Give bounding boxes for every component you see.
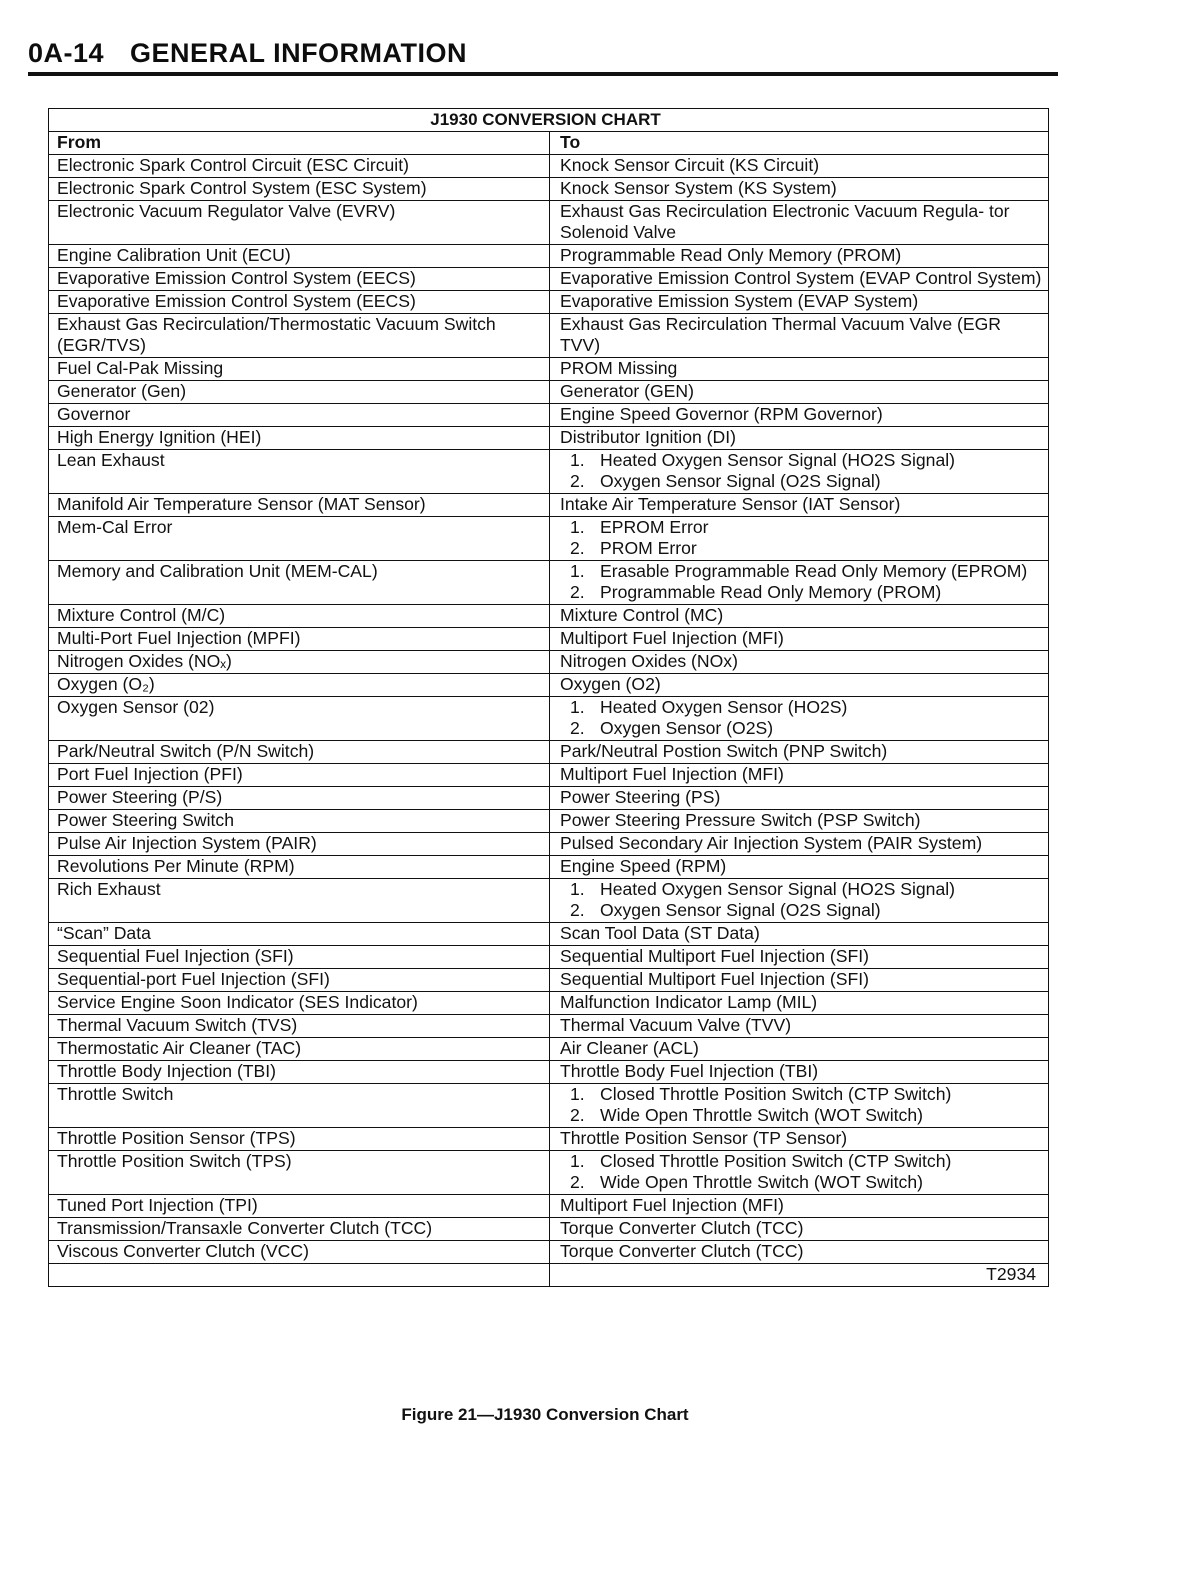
to-item <box>560 178 1042 199</box>
from-cell: Oxygen Sensor (02) <box>49 697 550 741</box>
to-item-text: Evaporative Emission Control System (EVAP Control System) <box>560 268 1042 288</box>
to-item <box>560 1241 1042 1262</box>
to-item <box>560 291 1042 312</box>
to-item-text: Oxygen (O2) <box>560 674 661 694</box>
to-item <box>560 900 1042 921</box>
from-cell: Mem-Cal Error <box>49 517 550 561</box>
table-row <box>49 517 1049 561</box>
to-item-text: Throttle Position Sensor (TP Sensor) <box>560 1128 848 1148</box>
to-item <box>560 992 1042 1013</box>
conversion-table <box>48 108 1049 1287</box>
table-row <box>49 404 1049 427</box>
to-cell <box>550 1128 1049 1151</box>
to-item-text: EPROM Error <box>600 517 709 537</box>
to-cell <box>550 628 1049 651</box>
to-item-text: Distributor Ignition (DI) <box>560 427 736 447</box>
to-item-text: Wide Open Throttle Switch (WOT Switch) <box>600 1172 923 1192</box>
table-row <box>49 155 1049 178</box>
item-number: 2. <box>570 718 585 738</box>
to-cell <box>550 517 1049 561</box>
to-item-text: Torque Converter Clutch (TCC) <box>560 1218 804 1238</box>
to-cell <box>550 201 1049 245</box>
table-row <box>49 1195 1049 1218</box>
to-item <box>560 1038 1042 1059</box>
to-item <box>560 201 1042 243</box>
to-item-text: Throttle Body Fuel Injection (TBI) <box>560 1061 819 1081</box>
to-item-text: Pulsed Secondary Air Injection System (PAIR System) <box>560 833 983 853</box>
to-item-text: Thermal Vacuum Valve (TVV) <box>560 1015 792 1035</box>
to-cell <box>550 450 1049 494</box>
footer-empty-cell <box>49 1264 550 1287</box>
to-item-text: Intake Air Temperature Sensor (IAT Sensor) <box>560 494 901 514</box>
table-row <box>49 1151 1049 1195</box>
to-cell <box>550 992 1049 1015</box>
to-cell <box>550 856 1049 879</box>
to-item-text: Power Steering (PS) <box>560 787 721 807</box>
to-item-text: Multiport Fuel Injection (MFI) <box>560 764 784 784</box>
table-row <box>49 381 1049 404</box>
to-item <box>560 697 1042 718</box>
from-cell: Service Engine Soon Indicator (SES Indicator) <box>49 992 550 1015</box>
to-cell <box>550 674 1049 697</box>
page-header <box>28 38 1058 69</box>
item-number: 2. <box>570 582 585 602</box>
to-item-text: Heated Oxygen Sensor (HO2S) <box>600 697 848 717</box>
to-cell <box>550 268 1049 291</box>
to-item <box>560 628 1042 649</box>
to-item-text: Air Cleaner (ACL) <box>560 1038 699 1058</box>
table-row <box>49 764 1049 787</box>
table-header-row <box>49 132 1049 155</box>
to-item <box>560 471 1042 492</box>
from-cell: Manifold Air Temperature Sensor (MAT Sensor) <box>49 494 550 517</box>
item-number: 1. <box>570 879 585 899</box>
from-cell: Throttle Position Switch (TPS) <box>49 1151 550 1195</box>
to-item <box>560 651 1042 672</box>
table-row <box>49 787 1049 810</box>
table-footer-row <box>49 1264 1049 1287</box>
to-cell <box>550 605 1049 628</box>
page-title: GENERAL INFORMATION <box>130 38 468 68</box>
to-item-text: Generator (GEN) <box>560 381 694 401</box>
table-row <box>49 628 1049 651</box>
to-item-text: Oxygen Sensor Signal (O2S Signal) <box>600 900 881 920</box>
table-row <box>49 561 1049 605</box>
from-cell: Fuel Cal-Pak Missing <box>49 358 550 381</box>
to-item <box>560 561 1042 582</box>
from-cell: Park/Neutral Switch (P/N Switch) <box>49 741 550 764</box>
to-item-text: Mixture Control (MC) <box>560 605 724 625</box>
from-cell: Rich Exhaust <box>49 879 550 923</box>
from-cell: Memory and Calibration Unit (MEM-CAL) <box>49 561 550 605</box>
to-cell <box>550 1038 1049 1061</box>
to-cell <box>550 833 1049 856</box>
to-item <box>560 245 1042 266</box>
to-column-header: To <box>550 132 1049 155</box>
to-item <box>560 358 1042 379</box>
to-item-text: Exhaust Gas Recirculation Electronic Vacuum Regula- tor Solenoid Valve <box>560 201 1010 242</box>
to-item <box>560 450 1042 471</box>
figure-code: T2934 <box>550 1264 1049 1287</box>
to-item-text: Programmable Read Only Memory (PROM) <box>560 245 902 265</box>
to-item-text: Closed Throttle Position Switch (CTP Switch) <box>600 1084 952 1104</box>
to-item <box>560 517 1042 538</box>
table-row <box>49 605 1049 628</box>
from-cell: Viscous Converter Clutch (VCC) <box>49 1241 550 1264</box>
to-item-text: Engine Speed (RPM) <box>560 856 727 876</box>
table-title: J1930 CONVERSION CHART <box>49 109 1049 132</box>
from-cell: Sequential Fuel Injection (SFI) <box>49 946 550 969</box>
item-number: 2. <box>570 538 585 558</box>
from-cell: Thermostatic Air Cleaner (TAC) <box>49 1038 550 1061</box>
to-item-text: PROM Missing <box>560 358 678 378</box>
table-row <box>49 1084 1049 1128</box>
to-item <box>560 1218 1042 1239</box>
table-row <box>49 291 1049 314</box>
from-cell: Electronic Spark Control System (ESC System) <box>49 178 550 201</box>
to-cell <box>550 314 1049 358</box>
table-row <box>49 697 1049 741</box>
to-cell <box>550 1195 1049 1218</box>
from-cell: Throttle Switch <box>49 1084 550 1128</box>
to-cell <box>550 1218 1049 1241</box>
to-cell <box>550 245 1049 268</box>
from-cell: “Scan” Data <box>49 923 550 946</box>
to-item-text: Knock Sensor System (KS System) <box>560 178 837 198</box>
item-number: 1. <box>570 517 585 537</box>
to-item-text: Nitrogen Oxides (NOx) <box>560 651 738 671</box>
table-row <box>49 992 1049 1015</box>
to-cell <box>550 787 1049 810</box>
to-cell <box>550 1084 1049 1128</box>
from-cell: Tuned Port Injection (TPI) <box>49 1195 550 1218</box>
to-item-text: PROM Error <box>600 538 697 558</box>
to-cell <box>550 561 1049 605</box>
section-number: 0A-14 <box>28 38 105 68</box>
from-cell: Pulse Air Injection System (PAIR) <box>49 833 550 856</box>
to-item-text: Wide Open Throttle Switch (WOT Switch) <box>600 1105 923 1125</box>
table-title-row <box>49 109 1049 132</box>
to-item <box>560 1151 1042 1172</box>
to-item <box>560 314 1042 356</box>
to-item <box>560 155 1042 176</box>
table-row <box>49 450 1049 494</box>
table-row <box>49 178 1049 201</box>
to-item-text: Evaporative Emission System (EVAP System) <box>560 291 919 311</box>
to-item-text: Multiport Fuel Injection (MFI) <box>560 628 784 648</box>
table-row <box>49 856 1049 879</box>
from-cell: Transmission/Transaxle Converter Clutch (TCC) <box>49 1218 550 1241</box>
to-cell <box>550 404 1049 427</box>
table-body <box>49 155 1049 1264</box>
from-cell: Revolutions Per Minute (RPM) <box>49 856 550 879</box>
to-item <box>560 1195 1042 1216</box>
table-row <box>49 1128 1049 1151</box>
to-cell <box>550 291 1049 314</box>
to-cell <box>550 741 1049 764</box>
to-item-text: Exhaust Gas Recirculation Thermal Vacuum Valve (EGR TVV) <box>560 314 1001 355</box>
to-item <box>560 946 1042 967</box>
to-cell <box>550 923 1049 946</box>
to-item <box>560 427 1042 448</box>
from-cell: Evaporative Emission Control System (EECS) <box>49 291 550 314</box>
from-cell: Power Steering (P/S) <box>49 787 550 810</box>
to-item <box>560 787 1042 808</box>
to-item <box>560 1061 1042 1082</box>
item-number: 2. <box>570 1105 585 1125</box>
to-cell <box>550 494 1049 517</box>
to-item-text: Malfunction Indicator Lamp (MIL) <box>560 992 818 1012</box>
to-item-text: Oxygen Sensor Signal (O2S Signal) <box>600 471 881 491</box>
table-row <box>49 358 1049 381</box>
from-cell: Thermal Vacuum Switch (TVS) <box>49 1015 550 1038</box>
table-row <box>49 969 1049 992</box>
to-item-text: Multiport Fuel Injection (MFI) <box>560 1195 784 1215</box>
to-item-text: Knock Sensor Circuit (KS Circuit) <box>560 155 820 175</box>
table-row <box>49 314 1049 358</box>
to-cell <box>550 969 1049 992</box>
to-cell <box>550 381 1049 404</box>
table-row <box>49 201 1049 245</box>
to-item-text: Scan Tool Data (ST Data) <box>560 923 760 943</box>
from-cell: Oxygen (O₂) <box>49 674 550 697</box>
from-cell: Governor <box>49 404 550 427</box>
from-cell: Multi-Port Fuel Injection (MPFI) <box>49 628 550 651</box>
table-row <box>49 946 1049 969</box>
item-number: 1. <box>570 1084 585 1104</box>
from-cell: Evaporative Emission Control System (EECS) <box>49 268 550 291</box>
from-cell: Exhaust Gas Recirculation/Thermostatic Vacuum Switch (EGR/TVS) <box>49 314 550 358</box>
table-row <box>49 427 1049 450</box>
to-item <box>560 494 1042 515</box>
to-item <box>560 718 1042 739</box>
to-item <box>560 268 1042 289</box>
to-item-text: Engine Speed Governor (RPM Governor) <box>560 404 883 424</box>
to-item <box>560 582 1042 603</box>
table-row <box>49 674 1049 697</box>
item-number: 1. <box>570 697 585 717</box>
table-row <box>49 651 1049 674</box>
to-cell <box>550 1061 1049 1084</box>
to-item-text: Heated Oxygen Sensor Signal (HO2S Signal) <box>600 879 955 899</box>
to-cell <box>550 1015 1049 1038</box>
table-row <box>49 1241 1049 1264</box>
to-item-text: Oxygen Sensor (O2S) <box>600 718 774 738</box>
to-cell <box>550 810 1049 833</box>
item-number: 2. <box>570 1172 585 1192</box>
to-item <box>560 605 1042 626</box>
to-cell <box>550 427 1049 450</box>
item-number: 2. <box>570 471 585 491</box>
from-column-header: From <box>49 132 550 155</box>
from-cell: Power Steering Switch <box>49 810 550 833</box>
to-cell <box>550 651 1049 674</box>
to-item-text: Erasable Programmable Read Only Memory (EPROM) <box>600 561 1028 581</box>
from-cell: Electronic Spark Control Circuit (ESC Circuit) <box>49 155 550 178</box>
from-cell: Lean Exhaust <box>49 450 550 494</box>
table-row <box>49 1061 1049 1084</box>
from-cell: Port Fuel Injection (PFI) <box>49 764 550 787</box>
table-row <box>49 1015 1049 1038</box>
to-cell <box>550 155 1049 178</box>
from-cell: High Energy Ignition (HEI) <box>49 427 550 450</box>
from-cell: Engine Calibration Unit (ECU) <box>49 245 550 268</box>
to-item-text: Power Steering Pressure Switch (PSP Switch) <box>560 810 921 830</box>
to-item <box>560 741 1042 762</box>
item-number: 1. <box>570 1151 585 1171</box>
to-item-text: Torque Converter Clutch (TCC) <box>560 1241 804 1261</box>
to-item <box>560 856 1042 877</box>
from-cell: Nitrogen Oxides (NOₓ) <box>49 651 550 674</box>
table-row <box>49 879 1049 923</box>
to-cell <box>550 879 1049 923</box>
to-item <box>560 404 1042 425</box>
table-row <box>49 1218 1049 1241</box>
item-number: 1. <box>570 450 585 470</box>
from-cell: Throttle Position Sensor (TPS) <box>49 1128 550 1151</box>
to-item <box>560 969 1042 990</box>
table-row <box>49 1038 1049 1061</box>
table-row <box>49 741 1049 764</box>
to-item <box>560 674 1042 695</box>
to-cell <box>550 358 1049 381</box>
to-item-text: Sequential Multiport Fuel Injection (SFI) <box>560 946 870 966</box>
to-cell <box>550 1151 1049 1195</box>
table-row <box>49 268 1049 291</box>
table-row <box>49 810 1049 833</box>
from-cell: Throttle Body Injection (TBI) <box>49 1061 550 1084</box>
to-item <box>560 538 1042 559</box>
to-cell <box>550 764 1049 787</box>
from-cell: Mixture Control (M/C) <box>49 605 550 628</box>
table-row <box>49 245 1049 268</box>
to-item <box>560 1172 1042 1193</box>
header-rule <box>28 72 1058 76</box>
to-item <box>560 1128 1042 1149</box>
from-cell: Electronic Vacuum Regulator Valve (EVRV) <box>49 201 550 245</box>
to-item-text: Closed Throttle Position Switch (CTP Switch) <box>600 1151 952 1171</box>
to-item <box>560 1084 1042 1105</box>
figure-caption: Figure 21—J1930 Conversion Chart <box>401 1405 689 1424</box>
table-row <box>49 833 1049 856</box>
to-item <box>560 879 1042 900</box>
table-row <box>49 923 1049 946</box>
to-cell <box>550 1241 1049 1264</box>
to-item <box>560 1105 1042 1126</box>
to-item <box>560 381 1042 402</box>
to-cell <box>550 946 1049 969</box>
to-item-text: Heated Oxygen Sensor Signal (HO2S Signal) <box>600 450 955 470</box>
to-item-text: Programmable Read Only Memory (PROM) <box>600 582 942 602</box>
from-cell: Generator (Gen) <box>49 381 550 404</box>
to-item <box>560 810 1042 831</box>
to-item-text: Park/Neutral Postion Switch (PNP Switch) <box>560 741 888 761</box>
item-number: 1. <box>570 561 585 581</box>
to-item <box>560 764 1042 785</box>
to-cell <box>550 697 1049 741</box>
to-item <box>560 833 1042 854</box>
to-item <box>560 1015 1042 1036</box>
to-item <box>560 923 1042 944</box>
table-row <box>49 494 1049 517</box>
to-cell <box>550 178 1049 201</box>
from-cell: Sequential-port Fuel Injection (SFI) <box>49 969 550 992</box>
item-number: 2. <box>570 900 585 920</box>
to-item-text: Sequential Multiport Fuel Injection (SFI) <box>560 969 870 989</box>
